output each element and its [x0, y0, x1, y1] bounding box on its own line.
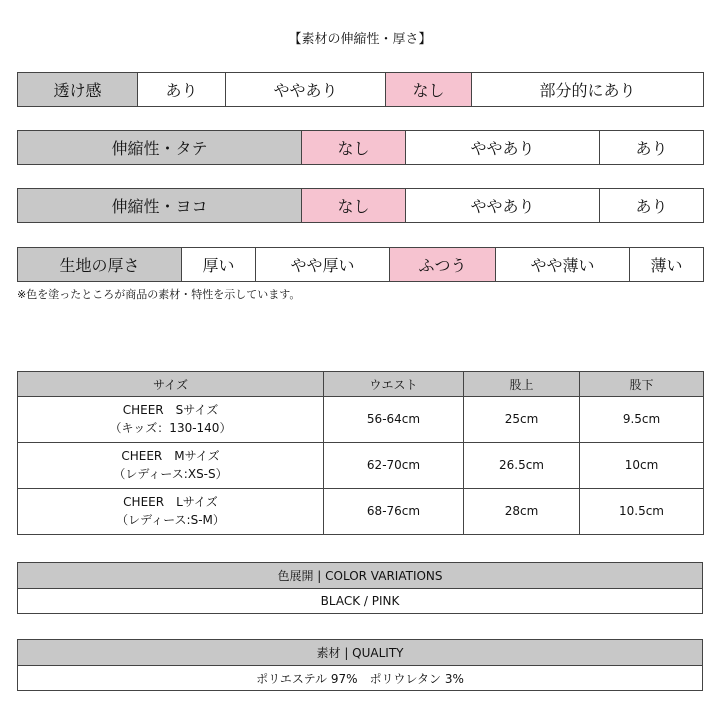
option-cell: 厚い: [182, 248, 256, 282]
page-title: 【素材の伸縮性・厚さ】: [288, 32, 432, 47]
table-row: [18, 397, 704, 443]
size-name: CHEER Lサイズ: [123, 495, 218, 510]
size-cell: [18, 489, 324, 535]
option-cell-selected: なし: [386, 73, 472, 107]
waist-cell: 62-70cm: [324, 443, 464, 489]
quality-header: 素材 | QUALITY: [18, 640, 703, 666]
attribute-label: 伸縮性・ヨコ: [18, 189, 302, 223]
size-cell: [18, 397, 324, 443]
inseam-cell: 9.5cm: [580, 397, 704, 443]
attribute-row: [18, 73, 704, 107]
option-cell: あり: [600, 131, 704, 165]
size-range: （レディース:S-M）: [116, 512, 225, 527]
quality-value: ポリエステル 97% ポリウレタン 3%: [18, 666, 703, 691]
color-variations-table: [17, 562, 703, 614]
column-header-rise: 股上: [464, 372, 580, 397]
option-cell-selected: なし: [302, 131, 406, 165]
size-table-header: [18, 372, 704, 397]
size-range: （キッズ：130-140）: [109, 420, 232, 435]
size-cell: [18, 443, 324, 489]
attribute-row: [18, 131, 704, 165]
size-name: CHEER Mサイズ: [121, 449, 220, 464]
attribute-label: 透け感: [18, 73, 138, 107]
stretch-vertical-table: [17, 130, 704, 165]
column-header-size: サイズ: [18, 372, 324, 397]
table-row: [18, 443, 704, 489]
option-cell: あり: [600, 189, 704, 223]
option-cell: あり: [138, 73, 226, 107]
option-cell: ややあり: [406, 189, 600, 223]
size-name: CHEER Sサイズ: [122, 403, 219, 418]
rise-cell: 28cm: [464, 489, 580, 535]
waist-cell: 56-64cm: [324, 397, 464, 443]
column-header-waist: ウエスト: [324, 372, 464, 397]
option-cell: 薄い: [630, 248, 704, 282]
size-range: （レディース:XS-S）: [113, 466, 228, 481]
waist-cell: 68-76cm: [324, 489, 464, 535]
rise-cell: 26.5cm: [464, 443, 580, 489]
option-cell: やや厚い: [256, 248, 390, 282]
option-cell: やや薄い: [496, 248, 630, 282]
option-cell-selected: ふつう: [390, 248, 496, 282]
attribute-label: 生地の厚さ: [18, 248, 182, 282]
highlight-note: ※色を塗ったところが商品の素材・特性を示しています。: [17, 288, 301, 301]
attribute-label: 伸縮性・タテ: [18, 131, 302, 165]
inseam-cell: 10cm: [580, 443, 704, 489]
color-variations-header: 色展開 | COLOR VARIATIONS: [18, 563, 703, 589]
option-cell: 部分的にあり: [472, 73, 704, 107]
stretch-horizontal-table: [17, 188, 704, 223]
option-cell: ややあり: [406, 131, 600, 165]
option-cell: ややあり: [226, 73, 386, 107]
transparency-table: [17, 72, 704, 107]
quality-table: [17, 639, 703, 691]
option-cell-selected: なし: [302, 189, 406, 223]
size-table: [17, 371, 704, 535]
attribute-row: [18, 248, 704, 282]
thickness-table: [17, 247, 704, 282]
table-row: [18, 489, 704, 535]
attribute-row: [18, 189, 704, 223]
column-header-inseam: 股下: [580, 372, 704, 397]
inseam-cell: 10.5cm: [580, 489, 704, 535]
color-variations-value: BLACK / PINK: [18, 589, 703, 614]
rise-cell: 25cm: [464, 397, 580, 443]
